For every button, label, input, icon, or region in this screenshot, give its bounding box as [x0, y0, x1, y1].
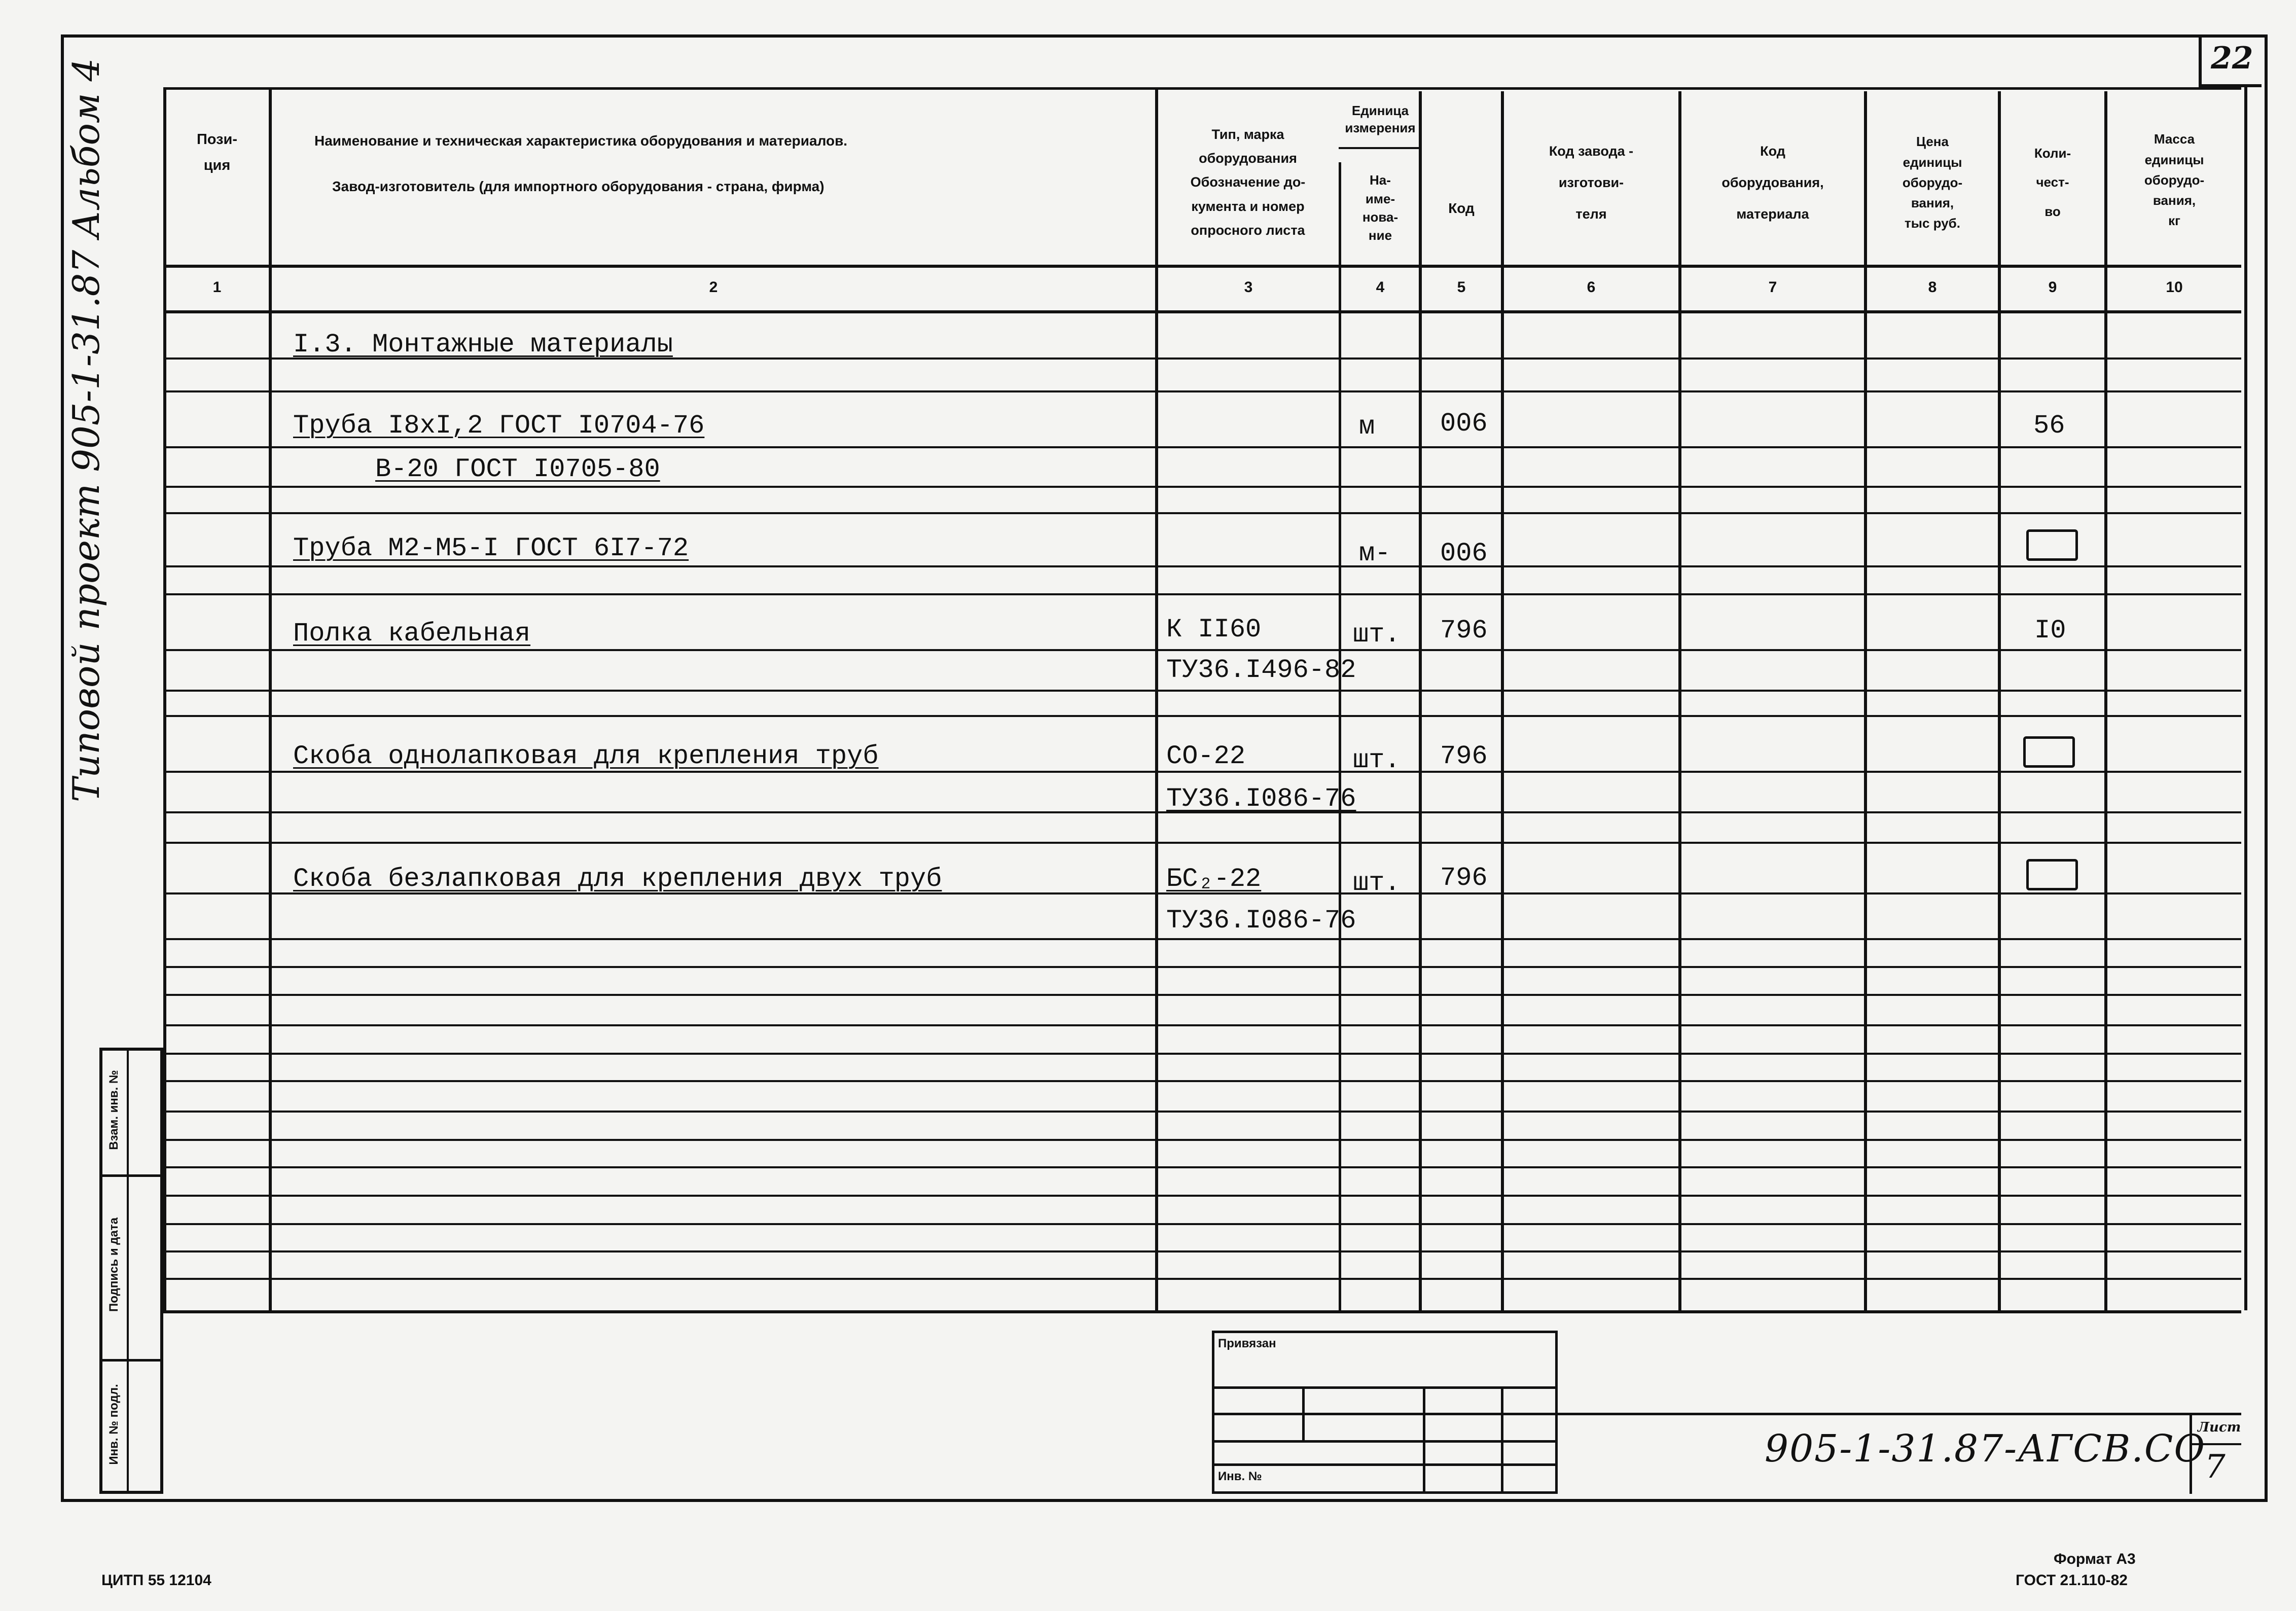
row-line	[163, 512, 2241, 514]
col-number-10: 10	[2166, 279, 2183, 296]
privyazan-line	[1212, 1386, 1558, 1389]
row-clamp-2-name: Скоба безлапковая для крепления двух труб	[293, 864, 942, 894]
side-title: Типовой проект 905-1-31.87 Альбом 4	[65, 58, 107, 802]
col-number-2: 2	[709, 279, 718, 296]
privyazan-label: Привязан	[1218, 1337, 1276, 1350]
col-number-9: 9	[2048, 279, 2057, 296]
col-line	[1998, 91, 2001, 1310]
header-mass: Масса единицы оборудо- вания, кг	[2144, 131, 2205, 229]
col-line	[2104, 91, 2107, 1310]
privyazan-line	[1212, 1463, 1558, 1466]
list-label: Лист	[2198, 1420, 2241, 1435]
col-line	[1501, 91, 1504, 1310]
row-line	[163, 938, 2241, 940]
col-number-4: 4	[1376, 279, 1385, 296]
row-line	[163, 1139, 2241, 1141]
header-unit-code: Код	[1448, 200, 1475, 216]
title-line	[1558, 1413, 2241, 1415]
row-clamp-1-type: СО-22	[1166, 741, 1246, 771]
row-pipe-1-unit: м	[1359, 412, 1375, 442]
col-number-7: 7	[1768, 279, 1777, 296]
col-number-1: 1	[212, 279, 222, 296]
footer-format: Формат А3	[2054, 1551, 2136, 1567]
col-line	[269, 87, 272, 1310]
row-line	[163, 486, 2241, 488]
qty-placeholder-box	[2023, 736, 2075, 768]
header-price: Цена единицы оборудо- вания, тыс руб.	[1902, 134, 1963, 231]
privyazan-box	[1212, 1331, 1558, 1494]
row-shelf-qty: I0	[2034, 616, 2066, 646]
header-material-code: Код оборудования, материала	[1721, 143, 1824, 222]
header-position: Пози- ция	[196, 131, 238, 173]
row-line	[163, 565, 2241, 567]
stamp-line	[99, 1174, 163, 1177]
row-pipe-1-spec: В-20 ГОСТ I0705-80	[375, 454, 660, 484]
row-clamp-1-unit: шт.	[1353, 745, 1401, 775]
row-shelf-name: Полка кабельная	[293, 619, 531, 649]
row-line	[163, 593, 2241, 595]
col-number-5: 5	[1457, 279, 1466, 296]
row-clamp-1-spec: ТУ36.I086-76	[1166, 784, 1356, 814]
inv-no-label: Инв. №	[1218, 1470, 1262, 1483]
col-line	[1339, 162, 1341, 1310]
row-line	[163, 1195, 2241, 1197]
row-pipe-2-name: Труба М2-М5-I ГОСТ 6I7-72	[293, 533, 689, 563]
footer-gost: ГОСТ 21.110-82	[2016, 1572, 2128, 1589]
row-clamp-2-code: 796	[1440, 863, 1488, 893]
stamp-sign-date: Подпись и дата	[107, 1218, 121, 1312]
header-factory-code: Код завода - изготови- теля	[1549, 143, 1634, 222]
row-line	[163, 1250, 2241, 1252]
row-line	[163, 842, 2241, 844]
row-shelf-unit: шт.	[1353, 620, 1401, 650]
row-line	[163, 1053, 2241, 1055]
row-line	[163, 715, 2241, 717]
document-code: 905-1-31.87-АГСВ.СО	[1765, 1427, 2206, 1471]
row-clamp-2-unit: шт.	[1353, 868, 1401, 898]
footer-left: ЦИТП 55 12104	[101, 1572, 211, 1589]
row-pipe-1-code: 006	[1440, 409, 1488, 439]
col-number-3: 3	[1244, 279, 1253, 296]
privyazan-line	[1501, 1386, 1503, 1494]
row-line	[163, 1024, 2241, 1026]
row-line	[163, 1111, 2241, 1113]
stamp-line	[127, 1048, 129, 1494]
col-line	[1678, 91, 1681, 1310]
stamp-replace-inv: Взам. инв. №	[107, 1070, 121, 1150]
row-line	[163, 1166, 2241, 1168]
row-line	[163, 966, 2241, 968]
row-pipe-2-code: 006	[1440, 539, 1488, 568]
row-pipe-1-name: Труба I8xI,2 ГОСТ I0704-76	[293, 411, 705, 441]
row-line	[163, 1278, 2241, 1280]
header-name-line1: Наименование и техническая характеристика оборудования и материалов.	[314, 133, 848, 149]
privyazan-line	[1302, 1386, 1305, 1440]
row-line	[163, 446, 2241, 448]
row-clamp-1-name: Скоба однолапковая для крепления труб	[293, 741, 879, 771]
privyazan-line	[1212, 1413, 1558, 1415]
qty-placeholder-box	[2026, 859, 2078, 890]
privyazan-line	[1423, 1386, 1425, 1494]
header-unit-name: На- име- нова- ние	[1362, 172, 1398, 243]
col-number-8: 8	[1928, 279, 1937, 296]
header-type: Тип, марка оборудования Обозначение до- кумента и номер опросного листа	[1190, 126, 1306, 238]
row-line	[163, 994, 2241, 996]
header-unit: Единица измерения	[1345, 103, 1416, 135]
header-line	[163, 265, 2241, 268]
qty-placeholder-box	[2026, 529, 2078, 561]
row-clamp-1-code: 796	[1440, 741, 1488, 771]
row-line	[163, 690, 2241, 692]
col-line	[1419, 91, 1422, 1310]
row-clamp-2-spec: ТУ36.I086-76	[1166, 906, 1356, 936]
stamp-inv-orig: Инв. № подл.	[107, 1384, 121, 1465]
row-clamp-2-type: БС₂-22	[1166, 864, 1262, 894]
row-line	[163, 390, 2241, 392]
col-line	[1155, 87, 1158, 1310]
header-line	[1339, 147, 1420, 149]
row-shelf-code: 796	[1440, 616, 1488, 646]
header-line	[163, 87, 2241, 90]
row-pipe-1-qty: 56	[2033, 411, 2065, 441]
spec-table-frame	[163, 87, 2247, 1310]
col-line	[1864, 91, 1867, 1310]
section-title: I.3. Монтажные материалы	[293, 330, 673, 360]
privyazan-line	[1212, 1440, 1558, 1443]
title-block-top	[163, 1310, 2241, 1313]
row-line	[163, 649, 2241, 651]
sheet-number-top: 22	[2211, 41, 2253, 76]
row-shelf-type: К II60	[1166, 615, 1262, 645]
row-pipe-2-unit: м-	[1359, 539, 1391, 568]
header-line	[163, 310, 2241, 313]
header-name-line2: Завод-изготовитель (для импортного оборудования - страна, фирма)	[332, 178, 824, 194]
row-line	[163, 1080, 2241, 1082]
row-line	[163, 1223, 2241, 1225]
col-number-6: 6	[1587, 279, 1596, 296]
list-number: 7	[2205, 1448, 2226, 1486]
row-shelf-spec: ТУ36.I496-82	[1166, 655, 1356, 685]
header-quantity: Коли- чест- во	[2034, 146, 2071, 219]
